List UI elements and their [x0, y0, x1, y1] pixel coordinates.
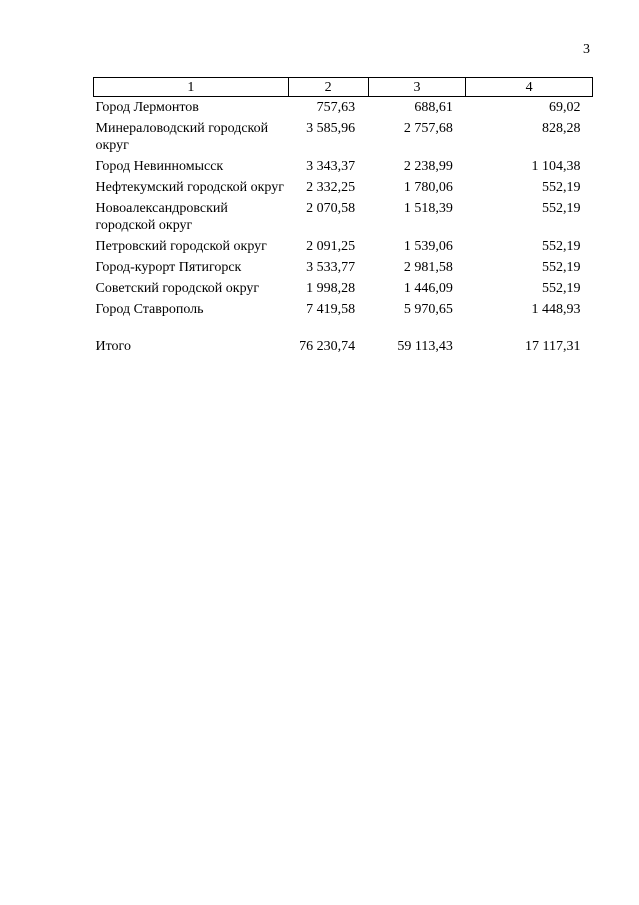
row-name: Город Лермонтов	[95, 100, 199, 115]
row-col4: 828,28	[542, 121, 581, 136]
row-name: Город Невинномысск	[95, 159, 224, 174]
page-number: 3	[583, 42, 590, 57]
row-col3: 688,61	[414, 100, 453, 115]
header-cell-4: 4	[466, 78, 593, 97]
table-row	[94, 156, 593, 177]
row-col2: 2 332,25	[306, 180, 356, 195]
row-col3: 1 446,09	[403, 281, 453, 296]
row-col4: 1 104,38	[531, 159, 581, 174]
spacer-cell	[94, 320, 593, 336]
row-name: Минераловодский городской округ	[95, 121, 269, 153]
row-col3: 2 757,68	[403, 121, 453, 136]
total-label: Итого	[95, 339, 131, 354]
table-row	[94, 97, 593, 119]
row-name: Новоалександровский городской округ	[95, 201, 228, 233]
row-col3: 5 970,65	[403, 302, 453, 317]
row-name: Советский городской округ	[95, 281, 260, 296]
row-col2: 2 091,25	[306, 239, 356, 254]
row-name: Нефтекумский городской округ	[95, 180, 284, 195]
row-col2: 757,63	[316, 100, 356, 115]
row-col4: 552,19	[542, 239, 581, 254]
row-col3: 1 780,06	[403, 180, 453, 195]
table-header	[94, 78, 593, 97]
table-row	[94, 278, 593, 299]
total-col3: 59 113,43	[397, 339, 453, 354]
spacer-row	[94, 320, 593, 336]
row-col3: 2 238,99	[403, 159, 453, 174]
row-col4: 552,19	[542, 180, 581, 195]
row-col2: 7 419,58	[306, 302, 356, 317]
table-row	[94, 236, 593, 257]
row-col2: 2 070,58	[306, 201, 356, 216]
row-col2: 1 998,28	[306, 281, 356, 296]
table-row	[94, 299, 593, 320]
table-row	[94, 177, 593, 198]
row-col4: 69,02	[549, 100, 581, 115]
total-row	[94, 336, 593, 357]
header-cell-1: 1	[94, 78, 289, 97]
allocation-table	[93, 77, 593, 357]
row-col4: 552,19	[542, 201, 581, 216]
table-row	[94, 257, 593, 278]
row-col3: 1 539,06	[403, 239, 453, 254]
row-col2: 3 533,77	[306, 260, 356, 275]
table-body	[94, 97, 593, 358]
row-col4: 552,19	[542, 281, 581, 296]
row-name: Город-курорт Пятигорск	[95, 260, 242, 275]
total-col2: 76 230,74	[299, 339, 356, 354]
row-col2: 3 585,96	[306, 121, 356, 136]
table-row	[94, 198, 593, 236]
row-col3: 1 518,39	[403, 201, 453, 216]
table-row	[94, 118, 593, 156]
row-col4: 1 448,93	[531, 302, 581, 317]
total-col4: 17 117,31	[525, 339, 581, 354]
header-cell-3: 3	[368, 78, 466, 97]
row-name: Город Ставрополь	[95, 302, 204, 317]
row-name: Петровский городской округ	[95, 239, 267, 254]
row-col4: 552,19	[542, 260, 581, 275]
row-col3: 2 981,58	[403, 260, 453, 275]
row-col2: 3 343,37	[306, 159, 356, 174]
header-row	[94, 78, 593, 97]
header-cell-2: 2	[288, 78, 368, 97]
